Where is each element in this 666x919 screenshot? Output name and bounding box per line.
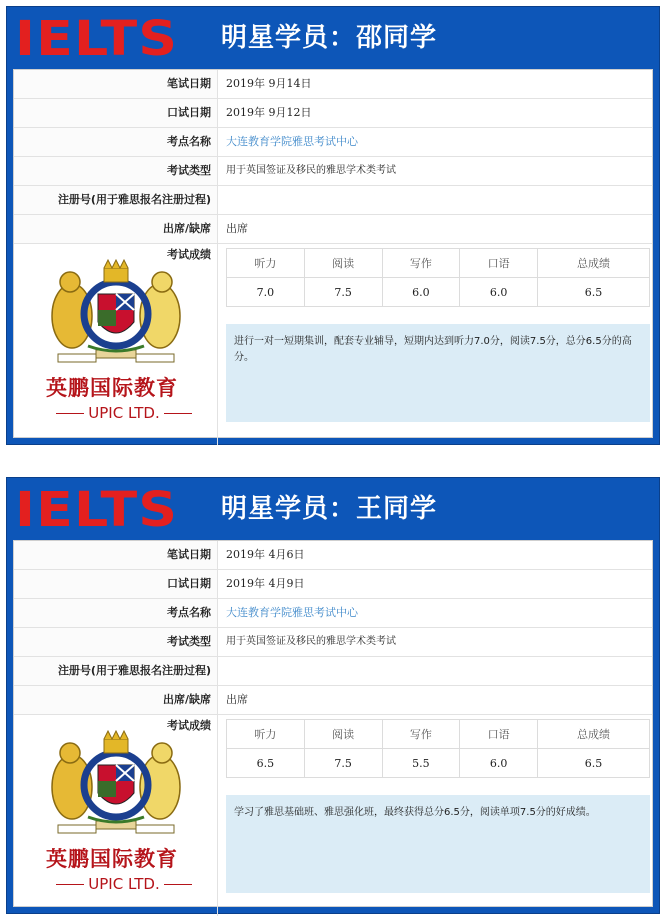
score-table — [226, 719, 650, 778]
brand-name-en: UPIC LTD. — [36, 404, 212, 422]
score-header: 口语 — [460, 720, 538, 749]
coat-of-arms-icon — [48, 258, 184, 368]
info-label: 考点名称 — [14, 128, 218, 156]
card-title: 明星学员：邵同学 — [221, 23, 438, 53]
info-row — [14, 99, 652, 128]
ielts-logo: IELTS — [15, 11, 179, 67]
score-value: 5.5 — [382, 749, 460, 778]
score-card-2 — [6, 477, 660, 914]
score-value: 7.5 — [304, 749, 382, 778]
info-value — [218, 657, 652, 685]
info-value[interactable]: 大连教育学院雅思考试中心 — [226, 135, 358, 148]
score-cell — [218, 715, 652, 916]
comment-box: 学习了雅思基础班、雅思强化班，最终获得总分6.5分，阅读单项7.5分的好成绩。 — [226, 795, 650, 893]
brand-logo — [14, 244, 218, 445]
card-header — [7, 478, 659, 540]
info-row — [14, 157, 652, 186]
score-value: 7.5 — [304, 278, 382, 307]
info-value: 2019年 9月14日 — [226, 77, 312, 90]
ielts-logo: IELTS — [15, 482, 179, 538]
brand-name-cn: 英鹏国际教育 — [46, 376, 178, 400]
info-label: 笔试日期 — [14, 541, 218, 569]
score-value: 6.5 — [538, 749, 650, 778]
info-value: 出席 — [226, 693, 248, 706]
info-value[interactable]: 大连教育学院雅思考试中心 — [226, 606, 358, 619]
brand-logo — [14, 715, 218, 916]
info-label: 出席/缺席 — [14, 686, 218, 714]
info-row — [14, 628, 652, 657]
info-row — [14, 599, 652, 628]
score-section — [14, 715, 652, 916]
info-panel — [13, 69, 653, 438]
info-label: 考试类型 — [14, 157, 218, 185]
info-value: 用于英国签证及移民的雅思学术类考试 — [226, 636, 396, 647]
score-header: 总成绩 — [538, 720, 650, 749]
score-value: 6.5 — [227, 749, 305, 778]
score-value: 6.0 — [382, 278, 460, 307]
brand-name-cn: 英鹏国际教育 — [46, 847, 178, 871]
score-header: 听力 — [227, 720, 305, 749]
info-row — [14, 186, 652, 215]
score-section — [14, 244, 652, 445]
score-header: 阅读 — [304, 720, 382, 749]
score-header: 写作 — [382, 720, 460, 749]
info-label: 注册号(用于雅思报名注册过程) — [14, 657, 218, 685]
info-label: 口试日期 — [14, 570, 218, 598]
score-header: 阅读 — [304, 249, 382, 278]
info-value: 2019年 9月12日 — [226, 106, 312, 119]
info-value: 用于英国签证及移民的雅思学术类考试 — [226, 165, 396, 176]
score-table — [226, 248, 650, 307]
info-label: 出席/缺席 — [14, 215, 218, 243]
card-header — [7, 7, 659, 69]
info-row — [14, 215, 652, 244]
info-row — [14, 541, 652, 570]
info-label: 笔试日期 — [14, 70, 218, 98]
comment-box: 进行一对一短期集训，配套专业辅导，短期内达到听力7.0分，阅读7.5分，总分6.5分的高分。 — [226, 324, 650, 422]
score-value: 7.0 — [227, 278, 305, 307]
score-label: 考试成绩 — [167, 719, 211, 732]
score-card-1 — [6, 6, 660, 445]
info-row — [14, 686, 652, 715]
score-value: 6.0 — [460, 278, 538, 307]
score-value: 6.0 — [460, 749, 538, 778]
score-header: 总成绩 — [538, 249, 650, 278]
score-header: 口语 — [460, 249, 538, 278]
score-header: 写作 — [382, 249, 460, 278]
score-label: 考试成绩 — [167, 248, 211, 261]
card-title: 明星学员：王同学 — [221, 494, 438, 524]
info-value: 2019年 4月9日 — [226, 577, 305, 590]
score-value: 6.5 — [538, 278, 650, 307]
info-value — [218, 186, 652, 214]
info-label: 考点名称 — [14, 599, 218, 627]
info-panel — [13, 540, 653, 907]
score-cell — [218, 244, 652, 445]
info-value: 2019年 4月6日 — [226, 548, 305, 561]
score-header: 听力 — [227, 249, 305, 278]
info-row — [14, 128, 652, 157]
coat-of-arms-icon — [48, 729, 184, 839]
info-value: 出席 — [226, 222, 248, 235]
info-label: 考试类型 — [14, 628, 218, 656]
info-row — [14, 70, 652, 99]
info-row — [14, 570, 652, 599]
info-row — [14, 657, 652, 686]
info-label: 口试日期 — [14, 99, 218, 127]
info-label: 注册号(用于雅思报名注册过程) — [14, 186, 218, 214]
brand-name-en: UPIC LTD. — [36, 875, 212, 893]
